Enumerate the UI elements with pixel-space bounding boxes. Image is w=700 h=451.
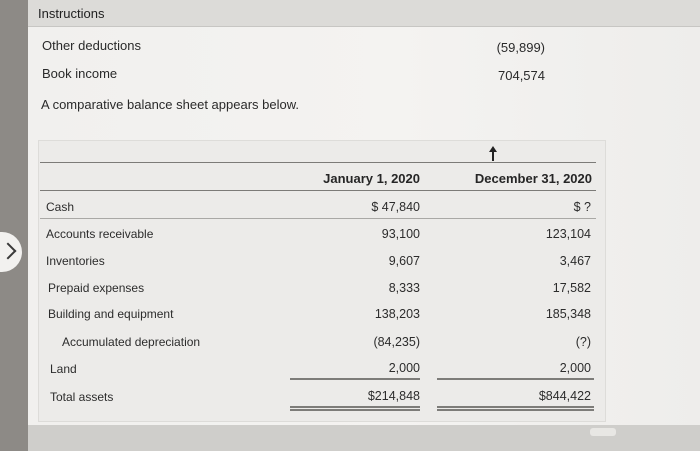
book-income-value: 704,574 xyxy=(498,68,545,83)
cell-building-jan: 138,203 xyxy=(374,307,420,321)
row-label-prepaid-expenses: Prepaid expenses xyxy=(48,281,145,295)
cell-accdep-dec: (?) xyxy=(575,335,591,349)
total-double-rule-jan xyxy=(290,406,420,411)
table-header-rule xyxy=(40,190,596,191)
total-double-rule-dec xyxy=(437,406,594,411)
other-deductions-label: Other deductions xyxy=(42,38,142,53)
cell-prepaid-dec: 17,582 xyxy=(552,281,591,295)
cell-ar-dec: 123,104 xyxy=(545,227,591,241)
instructions-header xyxy=(28,0,700,27)
page-title: Instructions xyxy=(38,6,105,21)
scrollbar-thumb[interactable] xyxy=(590,428,616,436)
row-divider xyxy=(40,218,596,219)
row-label-total-assets: Total assets xyxy=(50,390,114,404)
subtotal-rule-jan xyxy=(290,378,420,380)
table-top-rule xyxy=(40,162,596,163)
intro-text: A comparative balance sheet appears below. xyxy=(41,97,300,112)
cell-total-jan: $214,848 xyxy=(367,389,420,403)
cell-prepaid-jan: 8,333 xyxy=(388,281,420,295)
column-header-jan: January 1, 2020 xyxy=(323,171,420,186)
row-label-land: Land xyxy=(50,362,77,376)
cell-cash-jan: $ 47,840 xyxy=(371,200,420,214)
cell-cash-dec: $ ? xyxy=(573,200,591,214)
other-deductions-value: (59,899) xyxy=(496,40,545,55)
cell-building-dec: 185,348 xyxy=(545,307,591,321)
column-header-dec: December 31, 2020 xyxy=(474,171,592,186)
cell-total-dec: $844,422 xyxy=(538,389,591,403)
cell-inventories-jan: 9,607 xyxy=(388,254,420,268)
cell-ar-jan: 93,100 xyxy=(381,227,420,241)
book-income-label: Book income xyxy=(42,66,118,81)
row-label-cash: Cash xyxy=(46,200,75,214)
mouse-cursor-icon xyxy=(486,146,500,162)
row-label-inventories: Inventories xyxy=(46,254,105,268)
cell-accdep-jan: (84,235) xyxy=(373,335,420,349)
row-label-building-equipment: Building and equipment xyxy=(48,307,174,321)
side-panel-toggle[interactable] xyxy=(0,232,22,272)
row-label-accumulated-depreciation: Accumulated depreciation xyxy=(62,335,201,349)
cell-inventories-dec: 3,467 xyxy=(559,254,591,268)
cell-land-dec: 2,000 xyxy=(559,361,591,375)
subtotal-rule-dec xyxy=(437,378,594,380)
row-label-accounts-receivable: Accounts receivable xyxy=(46,227,154,241)
cell-land-jan: 2,000 xyxy=(388,361,420,375)
chevron-right-icon xyxy=(0,243,16,260)
